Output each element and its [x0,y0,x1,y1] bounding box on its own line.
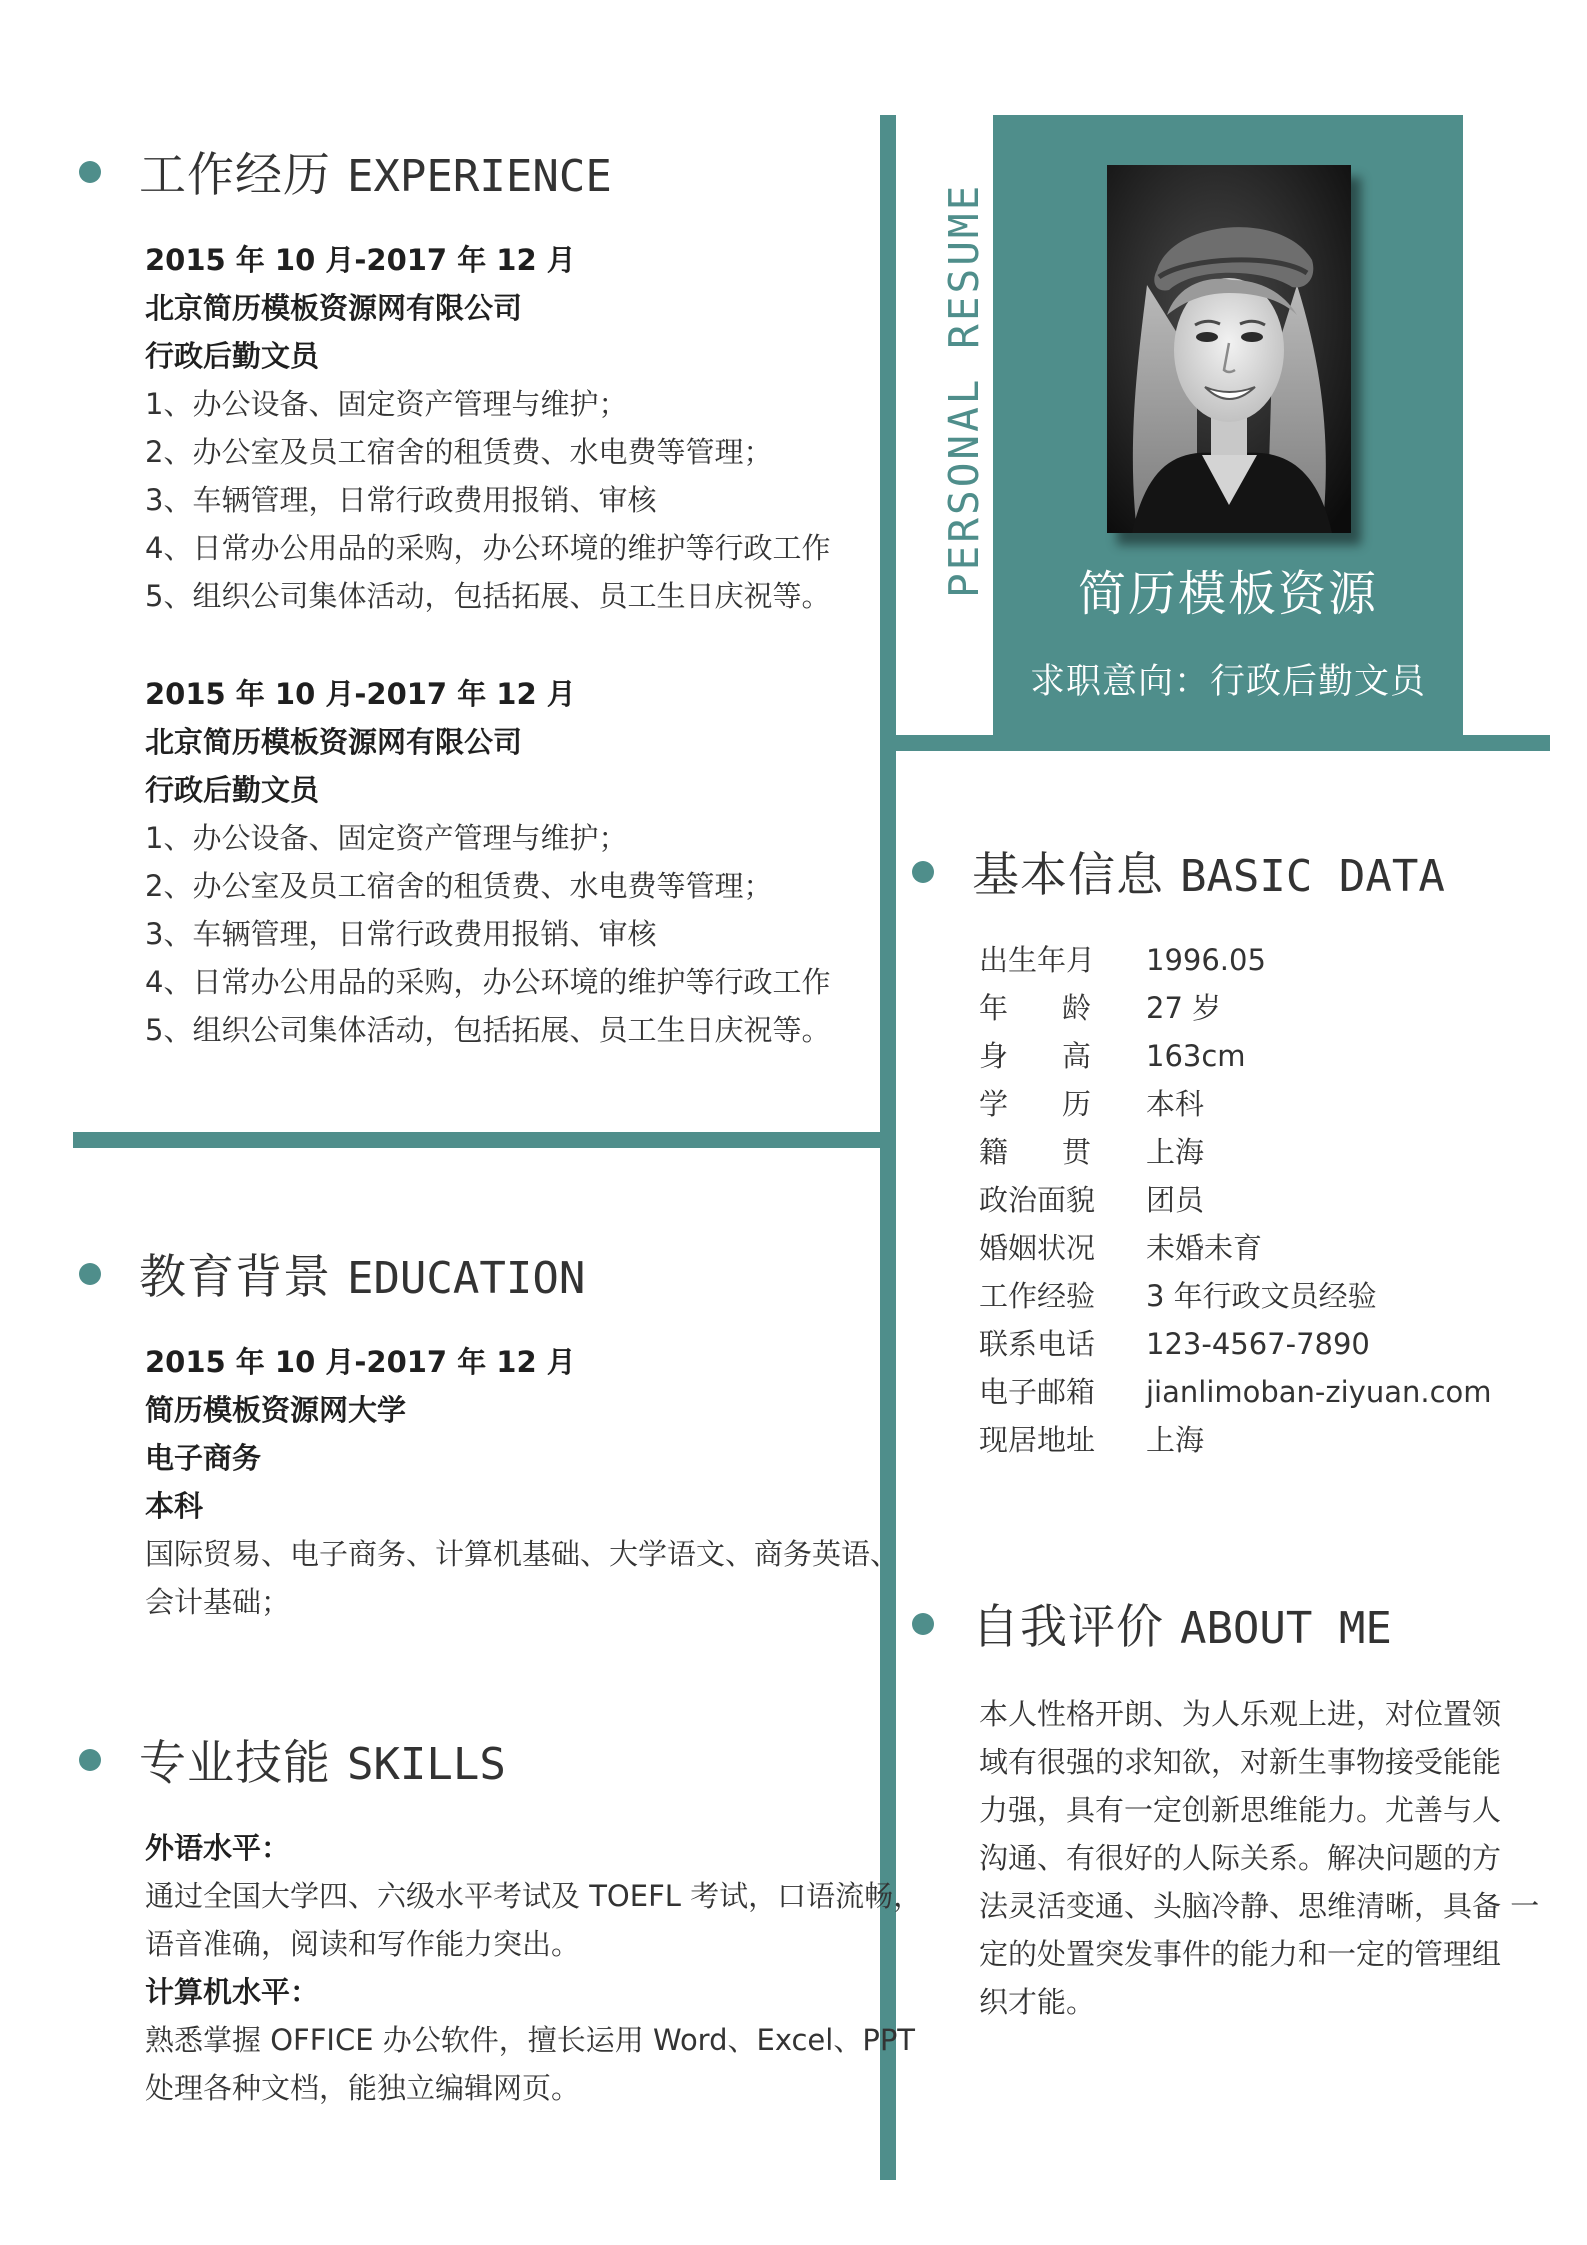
computer-text: 处理各种文档，能独立编辑网页。 [145,2071,581,2105]
about-me-line: 沟通、有很好的人际关系。解决问题的方 [979,1841,1502,1875]
section-title-cn: 基本信息 [972,848,1164,903]
section-title-en: ABOUT ME [1179,1603,1392,1654]
info-label-phone: 联系电话 [979,1327,1096,1361]
section-title [972,838,1445,905]
info-value-birth: 1996.05 [1146,943,1266,977]
computer-text: 熟悉掌握 OFFICE 办公软件，擅长运用 Word、Excel、PPT [145,2023,916,2057]
right-horizontal-divider [880,735,1550,751]
personal-resume-vertical-text: PERSONAL RESUME [940,182,988,598]
info-label-age: 年 龄 [979,991,1091,1025]
language-text: 通过全国大学四、六级水平考试及 TOEFL 考试，口语流畅， [145,1879,923,1913]
info-value-phone: 123-4567-7890 [1146,1327,1370,1361]
job-objective: 求职意向：行政后勤文员 [1029,662,1426,702]
bullet-dot-icon [912,861,934,883]
education-heading [79,1240,585,1307]
experience-1-position: 行政后勤文员 [145,339,320,373]
info-value-political: 团员 [1146,1183,1205,1217]
info-value-education: 本科 [1146,1087,1205,1121]
left-horizontal-divider [73,1132,896,1148]
section-title-en: BASIC DATA [1179,851,1445,902]
experience-1-company: 北京简历模板资源网有限公司 [145,291,523,325]
about-me-line: 本人性格开朗、为人乐观上进，对位置领 [979,1697,1502,1731]
info-value-marital: 未婚未育 [1146,1231,1263,1265]
section-title [139,1726,506,1793]
section-title-en: SKILLS [346,1739,506,1790]
experience-1-duty: 1、办公设备、固定资产管理与维护； [145,387,628,421]
experience-1-duty: 5、组织公司集体活动，包括拓展、员工生日庆祝等。 [145,579,831,613]
education-period: 2015 年 10 月-2017 年 12 月 [145,1345,576,1379]
section-title-cn: 教育背景 [139,1250,331,1305]
info-label-address: 现居地址 [979,1423,1096,1457]
candidate-name: 简历模板资源 [1077,566,1378,622]
info-label-hometown: 籍 贯 [979,1135,1091,1169]
section-title [972,1590,1392,1657]
experience-2-company: 北京简历模板资源网有限公司 [145,725,523,759]
info-label-political: 政治面貌 [979,1183,1096,1217]
experience-2-duty: 1、办公设备、固定资产管理与维护； [145,821,628,855]
about-me-line: 定的处置突发事件的能力和一定的管理组 [979,1937,1502,1971]
experience-1-duty: 3、车辆管理，日常行政费用报销、审核 [145,483,657,517]
info-value-age: 27 岁 [1146,991,1222,1025]
info-label-email: 电子邮箱 [979,1375,1096,1409]
experience-2-period: 2015 年 10 月-2017 年 12 月 [145,677,576,711]
section-title-cn: 专业技能 [139,1736,331,1791]
section-title-cn: 工作经历 [139,148,331,203]
education-courses: 国际贸易、电子商务、计算机基础、大学语文、商务英语、 [145,1537,900,1571]
bullet-dot-icon [79,1749,101,1771]
bullet-dot-icon [79,161,101,183]
info-value-height: 163cm [1146,1039,1246,1073]
experience-1-duty: 2、办公室及员工宿舍的租赁费、水电费等管理； [145,435,773,469]
experience-2-duty: 2、办公室及员工宿舍的租赁费、水电费等管理； [145,869,773,903]
section-title-en: EXPERIENCE [346,151,612,202]
info-label-education: 学 历 [979,1087,1091,1121]
experience-2-duty: 4、日常办公用品的采购，办公环境的维护等行政工作 [145,965,831,999]
bullet-dot-icon [912,1613,934,1635]
profile-photo [1107,165,1351,533]
info-label-marital: 婚姻状况 [979,1231,1096,1265]
info-label-birth: 出生年月 [979,943,1096,977]
education-major: 电子商务 [145,1441,262,1475]
experience-2-position: 行政后勤文员 [145,773,320,807]
info-value-experience: 3 年行政文员经验 [1146,1279,1377,1313]
experience-1-duty: 4、日常办公用品的采购，办公环境的维护等行政工作 [145,531,831,565]
section-title [139,138,612,205]
section-title [139,1240,585,1307]
about-me-line: 域有很强的求知欲，对新生事物接受能能 [979,1745,1502,1779]
info-label-experience: 工作经验 [979,1279,1096,1313]
language-text: 语音准确，阅读和写作能力突出。 [145,1927,581,1961]
section-title-cn: 自我评价 [972,1600,1164,1655]
education-school: 简历模板资源网大学 [145,1393,407,1427]
info-label-height: 身 高 [979,1039,1091,1073]
about-me-line: 法灵活变通、头脑冷静、思维清晰，具备 一 [979,1889,1540,1923]
experience-1-period: 2015 年 10 月-2017 年 12 月 [145,243,576,277]
info-value-email: jianlimoban-ziyuan.com [1146,1375,1492,1409]
about-me-line: 织才能。 [979,1985,1096,2019]
about-me-heading [912,1590,1392,1657]
experience-2-duty: 5、组织公司集体活动，包括拓展、员工生日庆祝等。 [145,1013,831,1047]
education-courses: 会计基础； [145,1585,291,1619]
info-value-address: 上海 [1146,1423,1205,1457]
skills-heading [79,1726,506,1793]
basic-data-heading [912,838,1445,905]
info-value-hometown: 上海 [1146,1135,1205,1169]
language-label: 外语水平： [145,1831,291,1865]
experience-heading [79,138,612,205]
section-title-en: EDUCATION [346,1253,586,1304]
experience-2-duty: 3、车辆管理，日常行政费用报销、审核 [145,917,657,951]
computer-label: 计算机水平： [145,1975,320,2009]
about-me-line: 力强，具有一定创新思维能力。尤善与人 [979,1793,1502,1827]
education-degree: 本科 [145,1489,204,1523]
bullet-dot-icon [79,1263,101,1285]
